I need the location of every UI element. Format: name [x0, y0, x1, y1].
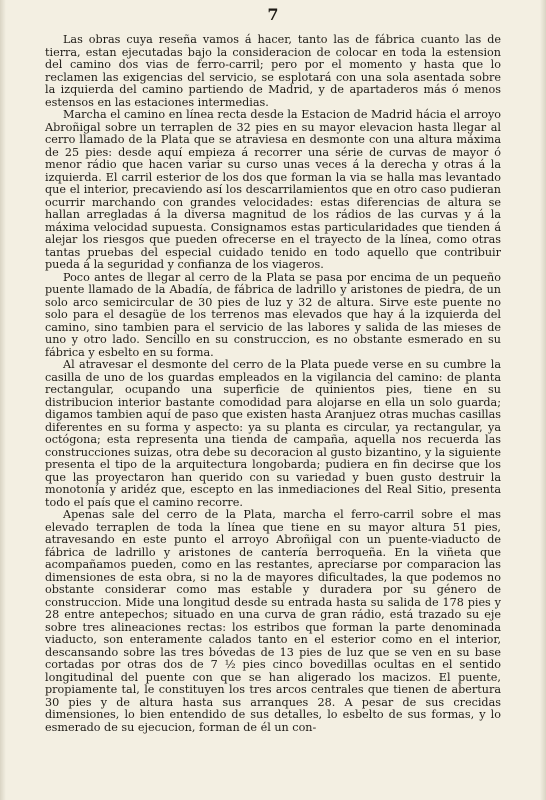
paragraph: Las obras cuya reseña vamos á hacer, tanto las de fábrica cuanto las de tierra, estan ejecutadas bajo la consideracion de colocar en toda la estension del camino dos vias de ferro-carril; pero por el momento y hasta que lo reclamen las exigencias del servicio, se esplotará con una sola asentada sobre la izquierda del camino partiendo de Madrid, y de apartaderos más ó menos estensos en las estaciones intermedias. — [45, 33, 501, 109]
paragraph: Marcha el camino en línea recta desde la Estacion de Madrid hácia el arroyo Abroñigal sobre un terraplen de 32 pies en su mayor elevacion hasta llegar al cerro llamado de la Plata que se atraviesa en desmonte con una altura máxima de 25 pies: desde aquí empieza á recorrer una série de curvas de mayor ó menor rádio que hacen variar su curso unas veces á la derecha y otras á la izquierda. El carril esterior de los dos que forman la via se halla mas levantado que el interior, precaviendo así los descarrilamientos que en otro caso pudieran ocurrir marchando con grandes velocidades: estas diferencias de altura se hallan arregladas á la diversa magnitud de los rádios de las curvas y á la máxima velocidad supuesta. Consignamos estas particularidades que tienden á alejar los riesgos que pueden ofrecerse en el trayecto de la línea, como otras tantas pruebas del especial cuidado tenido en todo aquello que contribuir pueda á la seguridad y confianza de los viageros. — [45, 108, 501, 271]
page-edge-right — [540, 0, 546, 800]
paragraph: Apenas sale del cerro de la Plata, marcha el ferro-carril sobre el mas elevado terraplen de toda la línea que tiene en su mayor altura 51 pies, atravesando en este punto el arroyo Abroñigal con un puente-viaducto de fábrica de ladrillo y aristones de cantería berroqueña. En la viñeta que acompañamos pueden, como en las restantes, apreciarse por comparacion las dimensiones de esta obra, si no la de mayores dificultades, la que podemos no obstante considerar como mas estable y duradera por su género de construccion. Mide una longitud desde su entrada hasta su salida de 178 pies y 28 entre antepechos; situado en una curva de gran rádio, está trazado su eje sobre tres alineaciones rectas: los estribos que forman la parte denominada viaducto, son enteramente calados tanto en el esterior como en el interior, descansando sobre las tres bóvedas de 13 pies de luz que se ven en su base cortadas por otras dos de 7 ½ pies cinco bovedillas ocultas en el sentido longitudinal del puente con que se han aligerado los macizos. El puente, propiamente tal, le constituyen los tres arcos centrales que tienen de abertura 30 pies y de altura hasta sus arranques 28. A pesar de sus crecidas dimensiones, lo bien entendido de sus detalles, lo esbelto de sus formas, y lo esmerado de su ejecucion, forman de él un con- — [45, 508, 501, 734]
page-edge-left — [0, 0, 6, 800]
page-number: 7 — [267, 5, 279, 24]
paragraph: Poco antes de llegar al cerro de la Plata se pasa por encima de un pequeño puente llamado de la Abadía, de fábrica de ladrillo y aristones de piedra, de un solo arco semicircular de 30 pies de luz y 32 de altura. Sirve este puente no solo para el desagüe de los terrenos mas elevados que hay á la izquierda del camino, sino tambien para el servicio de las labores y salida de las mieses de uno y otro lado. Sencillo en su construccion, es no obstante esmerado en su fábrica y esbelto en su forma. — [45, 270, 501, 359]
paragraph: Al atravesar el desmonte del cerro de la Plata puede verse en su cumbre la casilla de uno de los guardas empleados en la vigilancia del camino: de planta rectangular, ocupando una superficie de quinientos pies, tiene en su distribucion interior bastante comodidad para alojarse en ella un solo guarda; digamos tambien aquí de paso que existen hasta Aranjuez otras muchas casillas diferentes en su forma y aspecto: ya su planta es circular, ya rectangular, ya octógona; esta representa una tienda de campaña, aquella nos recuerda las construcciones suizas, otra debe su decoracion al gusto bizantino, y la siguiente presenta el tipo de la arquitectura longobarda; pudiera en fin decirse que los que las proyectaron han querido con su variedad y buen gusto destruir la monotonía y aridéz que, escepto en las inmediaciones del Real Sitio, presenta todo el país que el camino recorre. — [45, 358, 501, 509]
body-text — [45, 34, 501, 734]
